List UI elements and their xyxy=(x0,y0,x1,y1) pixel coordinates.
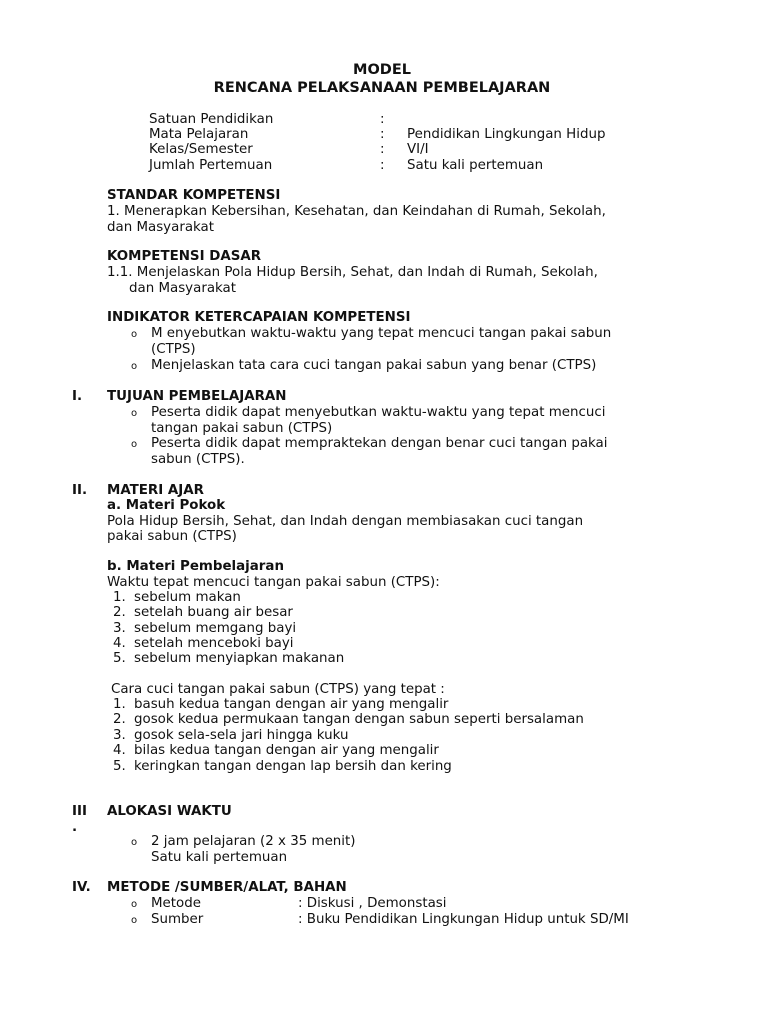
waktu-item: setelah menceboki bayi xyxy=(134,636,294,651)
metode-label: Metode xyxy=(151,896,201,911)
cara-item: basuh kedua tangan dengan air yang mengalir xyxy=(134,697,449,712)
dasar-line: 1.1. Menjelaskan Pola Hidup Bersih, Sehat, dan Indah di Rumah, Sekolah, xyxy=(107,265,598,280)
bullet-icon: o xyxy=(131,899,138,910)
list-number: 4. xyxy=(113,636,126,651)
materi-pembelajaran-heading: b. Materi Pembelajaran xyxy=(107,559,284,574)
section-number: IV. xyxy=(72,880,91,895)
cara-item: gosok kedua permukaan tangan dengan sabun seperti bersalaman xyxy=(134,712,584,727)
waktu-item: setelah buang air besar xyxy=(134,605,293,620)
standar-line: 1. Menerapkan Kebersihan, Kesehatan, dan Keindahan di Rumah, Sekolah, xyxy=(107,204,606,219)
indikator-item: Menjelaskan tata cara cuci tangan pakai sabun yang benar (CTPS) xyxy=(151,358,597,373)
standar-heading: STANDAR KOMPETENSI xyxy=(107,188,281,203)
list-number: 1. xyxy=(113,697,126,712)
indikator-item: (CTPS) xyxy=(151,342,196,357)
tujuan-heading: TUJUAN PEMBELAJARAN xyxy=(107,389,287,404)
bullet-icon: o xyxy=(131,361,138,372)
alokasi-heading: ALOKASI WAKTU xyxy=(107,804,232,819)
dasar-heading: KOMPETENSI DASAR xyxy=(107,249,262,264)
identity-value: Satu kali pertemuan xyxy=(407,158,544,173)
list-number: 3. xyxy=(113,728,126,743)
identity-label: Mata Pelajaran xyxy=(149,127,249,142)
identity-label: Satuan Pendidikan xyxy=(149,112,274,127)
materi-pokok-heading: a. Materi Pokok xyxy=(107,498,226,513)
alokasi-sub: Satu kali pertemuan xyxy=(151,850,288,865)
alokasi-item: 2 jam pelajaran (2 x 35 menit) xyxy=(151,834,356,849)
list-number: 5. xyxy=(113,759,126,774)
list-number: 2. xyxy=(113,712,126,727)
tujuan-item: Peserta didik dapat mempraktekan dengan benar cuci tangan pakai xyxy=(151,436,608,451)
bullet-icon: o xyxy=(131,915,138,926)
list-number: 2. xyxy=(113,605,126,620)
waktu-item: sebelum menyiapkan makanan xyxy=(134,651,345,666)
materi-pokok-line: pakai sabun (CTPS) xyxy=(107,529,237,544)
identity-colon: : xyxy=(380,127,385,142)
list-number: 1. xyxy=(113,590,126,605)
sumber-label: Sumber xyxy=(151,912,204,927)
metode-value: : Diskusi , Demonstasi xyxy=(298,896,447,911)
section-number: II. xyxy=(72,483,88,498)
indikator-item: M enyebutkan waktu-waktu yang tepat mencuci tangan pakai sabun xyxy=(151,326,612,341)
identity-colon: : xyxy=(380,158,385,173)
identity-value: VI/I xyxy=(407,142,429,157)
identity-colon: : xyxy=(380,142,385,157)
cara-item: bilas kedua tangan dengan air yang mengalir xyxy=(134,743,439,758)
materi-pokok-line: Pola Hidup Bersih, Sehat, dan Indah dengan membiasakan cuci tangan xyxy=(107,514,584,529)
bullet-icon: o xyxy=(131,439,138,450)
standar-line: dan Masyarakat xyxy=(107,220,215,235)
identity-label: Jumlah Pertemuan xyxy=(149,158,273,173)
doc-title-rpp: RENCANA PELAKSANAAN PEMBELAJARAN xyxy=(213,80,551,96)
sumber-value: : Buku Pendidikan Lingkungan Hidup untuk SD/MI xyxy=(298,912,629,927)
dasar-line: dan Masyarakat xyxy=(129,281,237,296)
list-number: 5. xyxy=(113,651,126,666)
doc-title-model: MODEL xyxy=(353,62,411,78)
waktu-item: sebelum makan xyxy=(134,590,241,605)
indikator-heading: INDIKATOR KETERCAPAIAN KOMPETENSI xyxy=(107,310,411,325)
section-number-dot: . xyxy=(72,820,78,835)
bullet-icon: o xyxy=(131,408,138,419)
waktu-intro: Waktu tepat mencuci tangan pakai sabun (CTPS): xyxy=(107,575,440,590)
list-number: 4. xyxy=(113,743,126,758)
tujuan-item: sabun (CTPS). xyxy=(151,452,245,467)
cara-intro: Cara cuci tangan pakai sabun (CTPS) yang tepat : xyxy=(111,682,445,697)
section-number: I. xyxy=(72,389,83,404)
metode-heading: METODE /SUMBER/ALAT, BAHAN xyxy=(107,880,347,895)
list-number: 3. xyxy=(113,621,126,636)
identity-label: Kelas/Semester xyxy=(149,142,253,157)
tujuan-item: Peserta didik dapat menyebutkan waktu-waktu yang tepat mencuci xyxy=(151,405,606,420)
cara-item: gosok sela-sela jari hingga kuku xyxy=(134,728,349,743)
bullet-icon: o xyxy=(131,329,138,340)
waktu-item: sebelum memgang bayi xyxy=(134,621,297,636)
bullet-icon: o xyxy=(131,837,138,848)
tujuan-item: tangan pakai sabun (CTPS) xyxy=(151,421,333,436)
section-number: III xyxy=(72,804,87,819)
cara-item: keringkan tangan dengan lap bersih dan kering xyxy=(134,759,452,774)
materi-heading: MATERI AJAR xyxy=(107,483,204,498)
identity-value: Pendidikan Lingkungan Hidup xyxy=(407,127,606,142)
identity-colon: : xyxy=(380,112,385,127)
